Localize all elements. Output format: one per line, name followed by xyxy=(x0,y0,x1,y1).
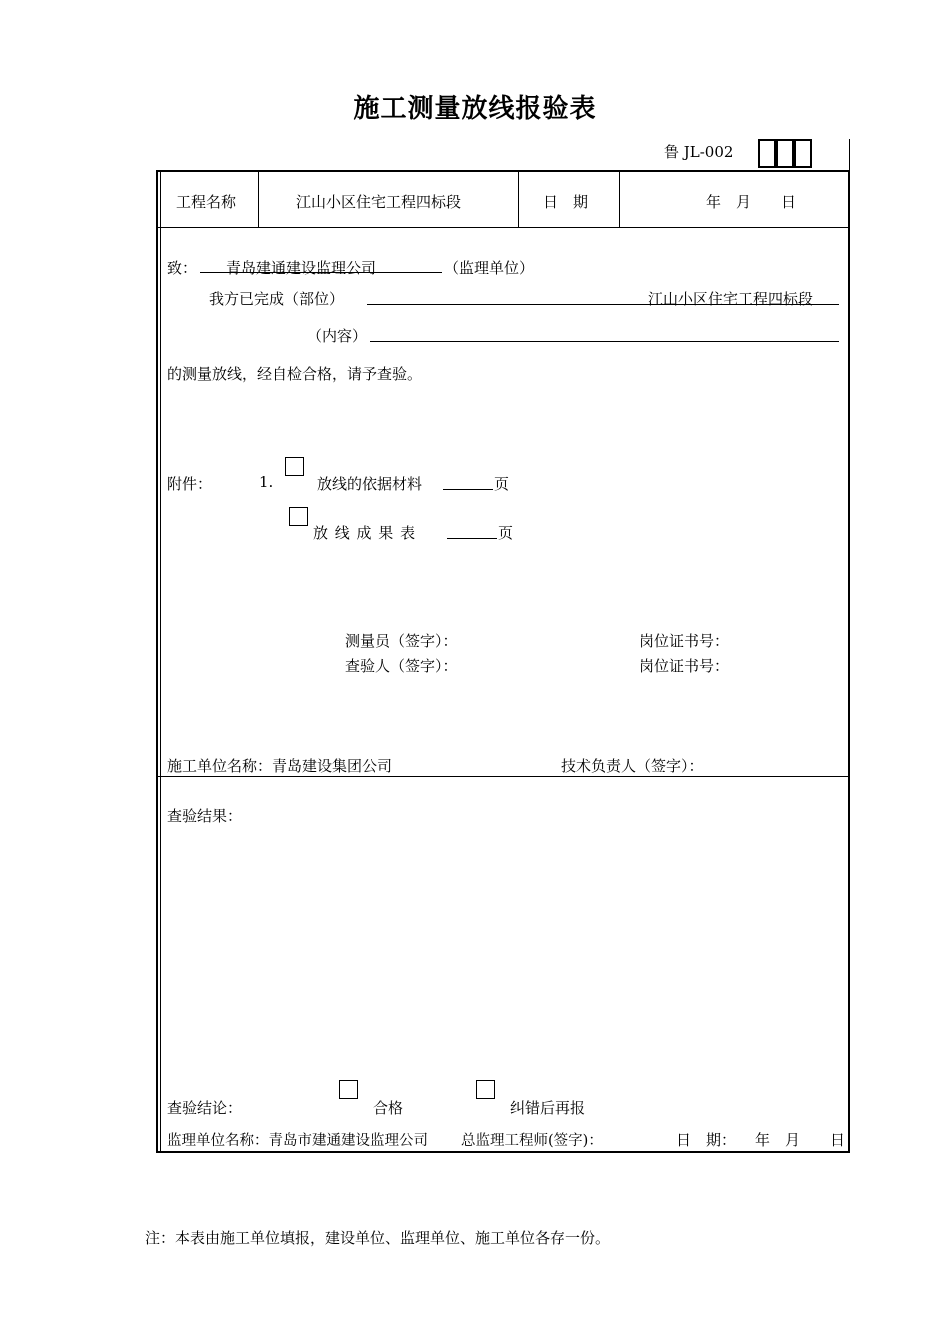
attach-number: 1. xyxy=(259,473,274,491)
form-code: 鲁 JL-002 xyxy=(664,143,734,161)
project-name-label: 工程名称 xyxy=(176,193,237,211)
result-date-label: 日 期： xyxy=(676,1131,737,1149)
attach2-unit: 页 xyxy=(498,524,514,542)
date-label: 日 期 xyxy=(543,193,589,211)
surveyor-cert-label: 岗位证书号： xyxy=(639,632,730,650)
header-col-divider-1 xyxy=(258,172,259,227)
surveyor-signature-label: 测量员（签字）： xyxy=(345,632,458,650)
tech-lead-signature-label: 技术负责人（签字）： xyxy=(561,757,704,775)
statement-text: 的测量放线，经自检合格，请予查验。 xyxy=(167,365,423,383)
attach1-pages-blank[interactable] xyxy=(443,489,493,490)
conclusion-label: 查验结论： xyxy=(167,1099,243,1117)
contractor-name: 施工单位名称：青岛建设集团公司 xyxy=(167,757,393,775)
form-title: 施工测量放线报验表 xyxy=(353,94,597,124)
completed-label: 我方已完成（部位） xyxy=(209,290,345,308)
to-suffix: （监理单位） xyxy=(444,259,535,277)
inspector-cert-label: 岗位证书号： xyxy=(639,657,730,675)
to-value[interactable]: 青岛建通建设监理公司 xyxy=(226,259,377,277)
attach2-label: 放 线 成 果 表 xyxy=(313,524,417,542)
attach1-checkbox[interactable] xyxy=(285,457,304,476)
project-name-value[interactable]: 江山小区住宅工程四标段 xyxy=(296,193,462,211)
header-row-divider xyxy=(158,227,848,228)
code-box-2[interactable] xyxy=(776,139,794,168)
inspector-signature-label: 查验人（签字）： xyxy=(345,657,458,675)
result-label: 查验结果： xyxy=(167,807,243,825)
completed-value[interactable]: 江山小区住宅工程四标段 xyxy=(648,290,814,308)
to-label: 致： xyxy=(167,259,198,277)
header-col-divider-3 xyxy=(619,172,620,227)
date-value[interactable]: 年 月 日 xyxy=(706,193,797,211)
header-right-line xyxy=(849,139,850,170)
result-date-value[interactable]: 年 月 日 xyxy=(755,1131,846,1149)
pass-label: 合格 xyxy=(373,1099,404,1117)
section-divider xyxy=(158,776,848,777)
attach2-pages-blank[interactable] xyxy=(447,538,497,539)
content-label: （内容） xyxy=(307,327,368,345)
attach2-checkbox[interactable] xyxy=(289,507,308,526)
footnote: 注：本表由施工单位填报，建设单位、监理单位、施工单位各存一份。 xyxy=(145,1229,611,1247)
header-col-divider-2 xyxy=(518,172,519,227)
redo-checkbox[interactable] xyxy=(476,1080,495,1099)
attach1-label: 放线的依据材料 xyxy=(317,475,423,493)
supervisor-name: 监理单位名称：青岛市建通建设监理公司 xyxy=(167,1133,428,1149)
frame-inner-left xyxy=(160,172,161,1151)
attach-label: 附件： xyxy=(167,475,213,493)
form-frame xyxy=(156,170,850,1153)
attach1-unit: 页 xyxy=(494,475,510,493)
code-box-1[interactable] xyxy=(758,139,776,168)
content-underline[interactable] xyxy=(370,341,839,342)
code-box-3[interactable] xyxy=(794,139,812,168)
redo-label: 纠错后再报 xyxy=(510,1099,586,1117)
pass-checkbox[interactable] xyxy=(339,1080,358,1099)
chief-engineer-signature-label: 总监理工程师(签字)： xyxy=(461,1133,603,1149)
